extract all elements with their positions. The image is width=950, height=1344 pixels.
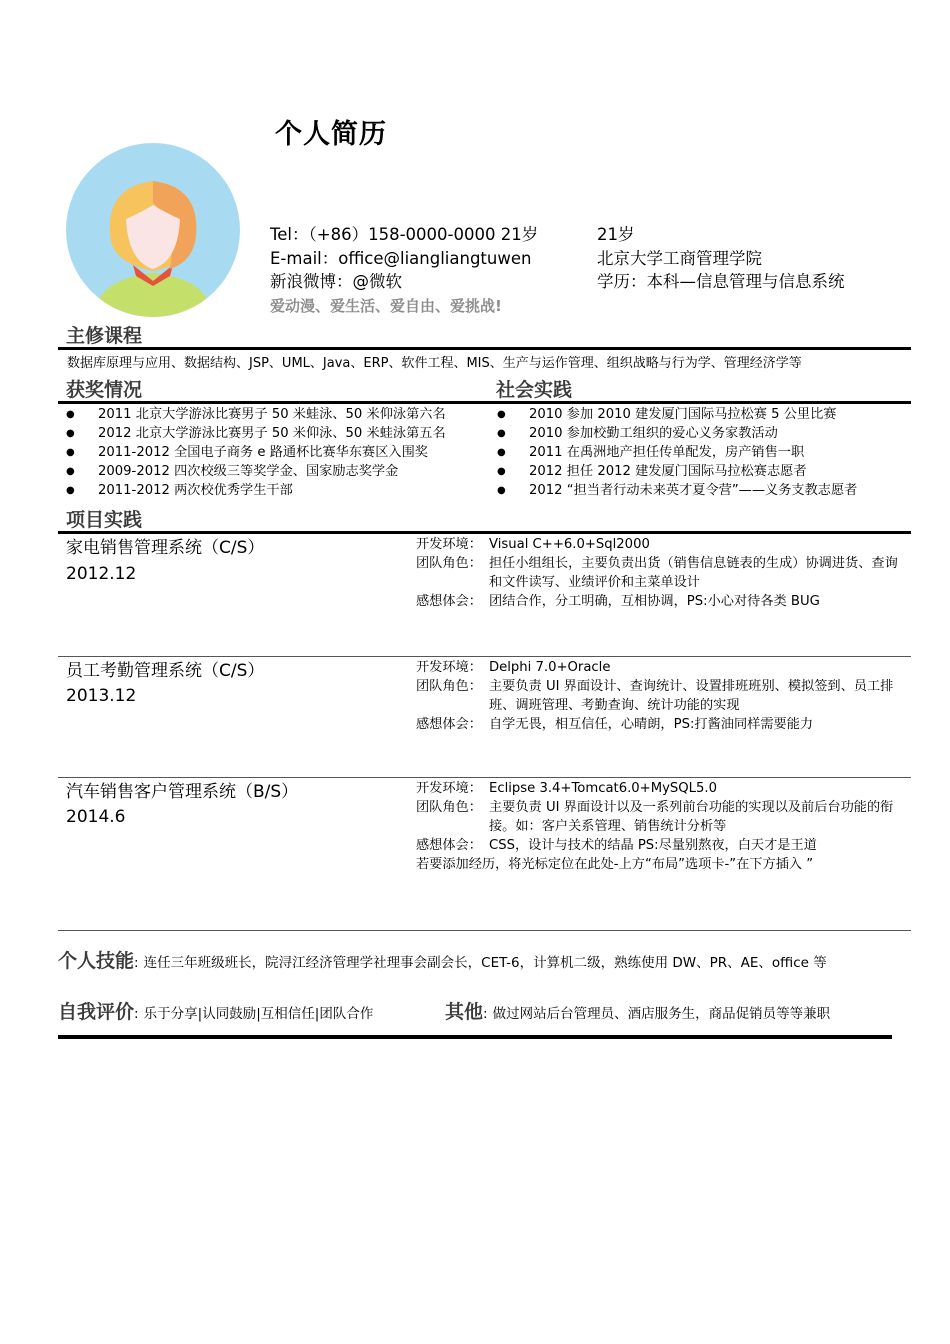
field-label: 感想体会：	[416, 717, 482, 732]
list-item: ● 2009-2012 四次校级三等奖学金、国家励志奖学金	[66, 462, 446, 481]
skills-colon: :	[134, 955, 139, 971]
list-item: ● 2011-2012 两次校优秀学生干部	[66, 481, 446, 500]
awards-heading: 获奖情况	[66, 379, 143, 401]
field-label: 开发环境：	[416, 660, 482, 675]
field-label: 团队角色：	[416, 679, 482, 694]
field-value: 主要负责 UI 界面设计、查询统计、设置排班班别、模拟签到、员工排班、调班管理、考勤查询、统计功能的实现	[489, 679, 894, 713]
project-details	[416, 658, 907, 734]
self-eval-row	[58, 997, 373, 1024]
age: 21岁	[597, 225, 635, 244]
field-value: Delphi 7.0+Oracle	[489, 660, 611, 675]
self-eval-heading: 自我评价	[58, 1001, 135, 1023]
other-heading: 其他	[445, 1001, 484, 1023]
self-eval-colon: :	[134, 1006, 139, 1022]
tel-line: Tel：（+86）158-0000-0000 21岁	[270, 225, 539, 244]
list-item: ● 2011-2012 全国电子商务 e 路通杯比赛华东赛区入围奖	[66, 443, 446, 462]
field-value: 担任小组组长，主要负责出货（销售信息链表的生成）协调进货、查询和文件读写、业绩评价和主菜单设计	[489, 556, 898, 590]
practice-list	[497, 405, 857, 500]
field-value: 主要负责 UI 界面设计以及一系列前台功能的实现以及前后台功能的衔接。如：客户关系管理、销售统计分析等	[489, 800, 894, 834]
list-item: ● 2010 参加校勤工组织的爱心义务家教活动	[497, 424, 857, 443]
field-label: 感想体会：	[416, 594, 482, 609]
resume-title: 个人简历	[275, 119, 387, 150]
awards-list	[66, 405, 446, 500]
list-item: ● 2010 参加 2010 建发厦门国际马拉松赛 5 公里比赛	[497, 405, 857, 424]
field-value: Eclipse 3.4+Tomcat6.0+MySQL5.0	[489, 781, 717, 796]
project-name: 汽车销售客户管理系统（B/S）	[66, 782, 299, 802]
education: 学历：本科—信息管理与信息系统	[597, 272, 845, 291]
list-item: ● 2012 “担当者行动未来英才夏令营”——义务支教志愿者	[497, 481, 857, 500]
project-details	[416, 779, 907, 874]
project-name: 员工考勤管理系统（C/S）	[66, 661, 265, 681]
list-item: ● 2011 北京大学游泳比赛男子 50 米蛙泳、50 米仰泳第六名	[66, 405, 446, 424]
skills-heading: 个人技能	[58, 950, 135, 972]
skills-divider	[58, 930, 911, 931]
bottom-divider	[58, 1035, 892, 1039]
placeholder-hint: 若要添加经历，将光标定位在此处-上方“布局”选项卡-”在下方插入 ”	[416, 857, 814, 872]
project-details	[416, 535, 907, 611]
email-line: E-mail：office@liangliangtuwen	[270, 249, 532, 268]
courses-heading: 主修课程	[66, 325, 143, 347]
courses-divider	[58, 347, 911, 350]
skills-row	[58, 946, 827, 973]
other-row	[445, 997, 830, 1024]
other-text: 做过网站后台管理员、酒店服务生，商品促销员等等兼职	[492, 1006, 831, 1022]
projects-heading: 项目实践	[66, 509, 143, 531]
project-divider	[58, 656, 911, 657]
skills-text: 连任三年班级班长，院浔江经济管理学社理事会副会长，CET-6，计算机二级，熟练使用 DW、PR、AE、office 等	[143, 955, 827, 971]
avatar	[66, 143, 240, 317]
project-date: 2013.12	[66, 686, 137, 706]
projects-divider	[58, 531, 911, 534]
field-value: 团结合作，分工明确，互相协调，PS:小心对待各类 BUG	[489, 594, 820, 609]
list-item: ● 2012 北京大学游泳比赛男子 50 米仰泳、50 米蛙泳第五名	[66, 424, 446, 443]
field-label: 开发环境：	[416, 537, 482, 552]
courses-text: 数据库原理与应用、数据结构、JSP、UML、Java、ERP、软件工程、MIS、生产与运作管理、组织战略与行为学、管理经济学等	[67, 356, 802, 371]
list-item: ● 2011 在禹洲地产担任传单配发，房产销售一职	[497, 443, 857, 462]
practice-heading: 社会实践	[496, 379, 573, 401]
project-date: 2014.6	[66, 807, 126, 827]
field-label: 团队角色：	[416, 556, 482, 571]
school: 北京大学工商管理学院	[597, 249, 762, 268]
field-label: 团队角色：	[416, 800, 482, 815]
field-value: CSS，设计与技术的结晶 PS:尽量别熬夜，白天才是王道	[489, 838, 817, 853]
weibo-line: 新浪微博：@微软	[270, 272, 402, 291]
project-name: 家电销售管理系统（C/S）	[66, 538, 265, 558]
motto: 爱动漫、爱生活、爱自由、爱挑战!	[270, 297, 502, 315]
self-eval-text: 乐于分享|认同鼓励|互相信任|团队合作	[143, 1006, 374, 1022]
project-divider	[58, 777, 911, 778]
avatar-illustration	[66, 143, 240, 317]
field-label: 开发环境：	[416, 781, 482, 796]
field-value: Visual C++6.0+Sql2000	[489, 537, 650, 552]
project-date: 2012.12	[66, 564, 137, 584]
field-label: 感想体会：	[416, 838, 482, 853]
awards-divider	[58, 401, 911, 404]
other-colon: :	[483, 1006, 488, 1022]
list-item: ● 2012 担任 2012 建发厦门国际马拉松赛志愿者	[497, 462, 857, 481]
field-value: 自学无畏，相互信任，心晴朗，PS:打酱油同样需要能力	[489, 717, 814, 732]
